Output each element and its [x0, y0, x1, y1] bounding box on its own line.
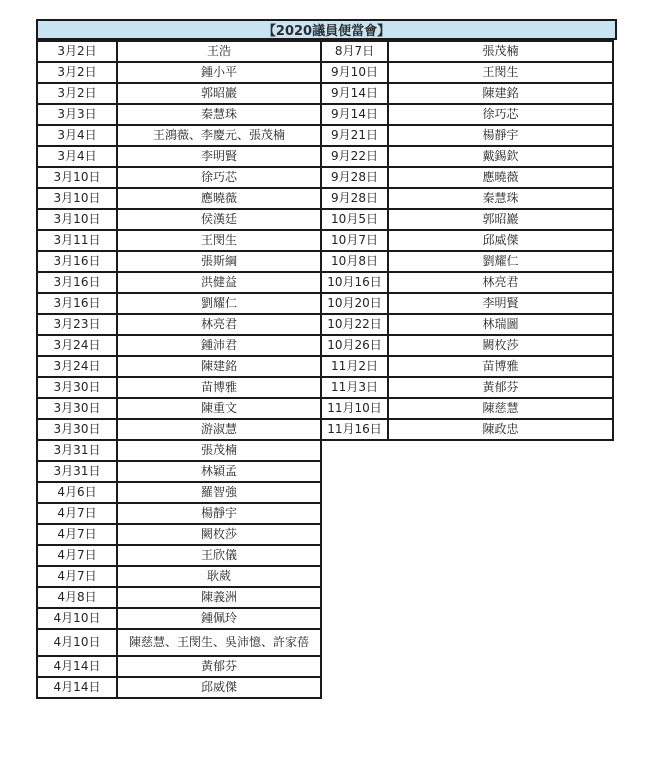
date-cell: 4月10日	[37, 608, 117, 629]
councilor-names-cell: 鍾小平	[117, 62, 321, 83]
councilor-names-cell: 闕枚莎	[388, 335, 613, 356]
table-row	[37, 83, 321, 104]
date-cell: 3月24日	[37, 356, 117, 377]
table-row	[37, 125, 321, 146]
councilor-names-cell: 邱威傑	[388, 230, 613, 251]
date-cell: 9月28日	[321, 188, 388, 209]
table-row	[321, 377, 613, 398]
councilor-names-cell: 陳重文	[117, 398, 321, 419]
date-cell: 11月2日	[321, 356, 388, 377]
councilor-names-cell: 苗博雅	[117, 377, 321, 398]
councilor-names-cell: 王閔生	[117, 230, 321, 251]
councilor-names-cell: 陳建銘	[117, 356, 321, 377]
table-row	[321, 167, 613, 188]
councilor-names-cell: 林瑞圖	[388, 314, 613, 335]
councilor-names-cell: 李明賢	[117, 146, 321, 167]
table-row	[37, 146, 321, 167]
date-cell: 3月2日	[37, 41, 117, 62]
date-cell: 10月7日	[321, 230, 388, 251]
councilor-names-cell: 陳慈慧、王閔生、吳沛憶、許家蓓	[117, 629, 321, 656]
table-row	[37, 419, 321, 440]
councilor-names-cell: 侯漢廷	[117, 209, 321, 230]
table-row	[37, 356, 321, 377]
councilor-names-cell: 李明賢	[388, 293, 613, 314]
councilor-names-cell: 游淑慧	[117, 419, 321, 440]
table-row	[37, 545, 321, 566]
date-cell: 3月30日	[37, 419, 117, 440]
table-row	[37, 377, 321, 398]
table-row	[37, 209, 321, 230]
table-row	[37, 398, 321, 419]
councilor-names-cell: 應曉薇	[388, 167, 613, 188]
table-row	[37, 566, 321, 587]
date-cell: 8月7日	[321, 41, 388, 62]
councilor-names-cell: 鍾沛君	[117, 335, 321, 356]
table-row	[37, 188, 321, 209]
date-cell: 4月8日	[37, 587, 117, 608]
date-cell: 3月10日	[37, 209, 117, 230]
date-cell: 4月7日	[37, 566, 117, 587]
councilor-names-cell: 陳慈慧	[388, 398, 613, 419]
councilor-names-cell: 楊靜宇	[388, 125, 613, 146]
date-cell: 4月14日	[37, 677, 117, 698]
table-row	[37, 293, 321, 314]
table-row	[321, 146, 613, 167]
councilor-names-cell: 秦慧珠	[117, 104, 321, 125]
table-row	[37, 587, 321, 608]
councilor-names-cell: 郭昭巖	[117, 83, 321, 104]
councilor-names-cell: 王浩	[117, 41, 321, 62]
sheet-title: 【2020議員便當會】	[36, 19, 617, 40]
table-row	[321, 419, 613, 440]
date-cell: 3月23日	[37, 314, 117, 335]
councilor-names-cell: 秦慧珠	[388, 188, 613, 209]
date-cell: 3月11日	[37, 230, 117, 251]
table-row	[321, 272, 613, 293]
councilor-names-cell: 陳建銘	[388, 83, 613, 104]
councilor-names-cell: 陳義洲	[117, 587, 321, 608]
date-cell: 4月7日	[37, 524, 117, 545]
councilor-names-cell: 劉耀仁	[388, 251, 613, 272]
table-row	[37, 482, 321, 503]
councilor-names-cell: 邱威傑	[117, 677, 321, 698]
table-row	[37, 656, 321, 677]
table-row	[37, 104, 321, 125]
date-cell: 4月14日	[37, 656, 117, 677]
table-row	[37, 314, 321, 335]
councilor-names-cell: 郭昭巖	[388, 209, 613, 230]
date-cell: 3月2日	[37, 83, 117, 104]
table-row	[321, 314, 613, 335]
table-row	[321, 230, 613, 251]
date-cell: 9月10日	[321, 62, 388, 83]
table-row	[321, 41, 613, 62]
date-cell: 3月30日	[37, 398, 117, 419]
table-row	[37, 503, 321, 524]
date-cell: 9月14日	[321, 104, 388, 125]
date-cell: 3月4日	[37, 125, 117, 146]
table-row	[321, 356, 613, 377]
date-cell: 4月6日	[37, 482, 117, 503]
table-row	[37, 677, 321, 698]
councilor-names-cell: 戴錫欽	[388, 146, 613, 167]
councilor-names-cell: 耿葳	[117, 566, 321, 587]
councilor-names-cell: 苗博雅	[388, 356, 613, 377]
date-cell: 3月16日	[37, 251, 117, 272]
date-cell: 3月24日	[37, 335, 117, 356]
councilor-names-cell: 楊靜宇	[117, 503, 321, 524]
councilor-names-cell: 徐巧芯	[117, 167, 321, 188]
date-cell: 3月2日	[37, 62, 117, 83]
councilor-names-cell: 張茂楠	[388, 41, 613, 62]
table-row	[37, 251, 321, 272]
councilor-names-cell: 林亮君	[388, 272, 613, 293]
date-cell: 10月22日	[321, 314, 388, 335]
table-row	[37, 629, 321, 656]
table-row	[321, 83, 613, 104]
councilor-names-cell: 王鴻薇、李慶元、張茂楠	[117, 125, 321, 146]
councilor-names-cell: 黃郁芬	[388, 377, 613, 398]
date-cell: 10月20日	[321, 293, 388, 314]
table-row	[37, 41, 321, 62]
date-cell: 3月4日	[37, 146, 117, 167]
date-cell: 3月10日	[37, 167, 117, 188]
councilor-names-cell: 洪健益	[117, 272, 321, 293]
councilor-names-cell: 闕枚莎	[117, 524, 321, 545]
councilor-names-cell: 徐巧芯	[388, 104, 613, 125]
date-cell: 3月3日	[37, 104, 117, 125]
table-row	[37, 272, 321, 293]
table-row	[321, 104, 613, 125]
councilor-names-cell: 鍾佩玲	[117, 608, 321, 629]
date-cell: 9月14日	[321, 83, 388, 104]
councilor-names-cell: 張茂楠	[117, 440, 321, 461]
date-cell: 3月31日	[37, 461, 117, 482]
table-row	[37, 167, 321, 188]
date-cell: 9月21日	[321, 125, 388, 146]
table-row	[321, 125, 613, 146]
date-cell: 9月28日	[321, 167, 388, 188]
table-row	[321, 335, 613, 356]
table-row	[37, 335, 321, 356]
table-row	[37, 461, 321, 482]
date-cell: 11月3日	[321, 377, 388, 398]
date-cell: 3月10日	[37, 188, 117, 209]
left-schedule-table	[36, 40, 322, 699]
date-cell: 3月16日	[37, 293, 117, 314]
table-row	[37, 230, 321, 251]
date-cell: 11月16日	[321, 419, 388, 440]
date-cell: 4月10日	[37, 629, 117, 656]
date-cell: 10月8日	[321, 251, 388, 272]
councilor-names-cell: 林穎孟	[117, 461, 321, 482]
councilor-names-cell: 張斯綱	[117, 251, 321, 272]
date-cell: 4月7日	[37, 545, 117, 566]
table-row	[37, 608, 321, 629]
lunch-schedule-sheet	[36, 19, 617, 694]
councilor-names-cell: 應曉薇	[117, 188, 321, 209]
date-cell: 10月16日	[321, 272, 388, 293]
date-cell: 3月16日	[37, 272, 117, 293]
right-schedule-table	[320, 40, 614, 441]
date-cell: 3月30日	[37, 377, 117, 398]
councilor-names-cell: 劉耀仁	[117, 293, 321, 314]
table-row	[37, 524, 321, 545]
table-row	[321, 188, 613, 209]
table-row	[321, 209, 613, 230]
date-cell: 4月7日	[37, 503, 117, 524]
date-cell: 11月10日	[321, 398, 388, 419]
councilor-names-cell: 王欣儀	[117, 545, 321, 566]
date-cell: 3月31日	[37, 440, 117, 461]
table-row	[321, 62, 613, 83]
councilor-names-cell: 陳政忠	[388, 419, 613, 440]
table-row	[37, 440, 321, 461]
date-cell: 10月26日	[321, 335, 388, 356]
councilor-names-cell: 王閔生	[388, 62, 613, 83]
table-row	[321, 293, 613, 314]
councilor-names-cell: 黃郁芬	[117, 656, 321, 677]
councilor-names-cell: 羅智強	[117, 482, 321, 503]
councilor-names-cell: 林亮君	[117, 314, 321, 335]
date-cell: 10月5日	[321, 209, 388, 230]
table-row	[321, 251, 613, 272]
table-row	[321, 398, 613, 419]
table-row	[37, 62, 321, 83]
date-cell: 9月22日	[321, 146, 388, 167]
